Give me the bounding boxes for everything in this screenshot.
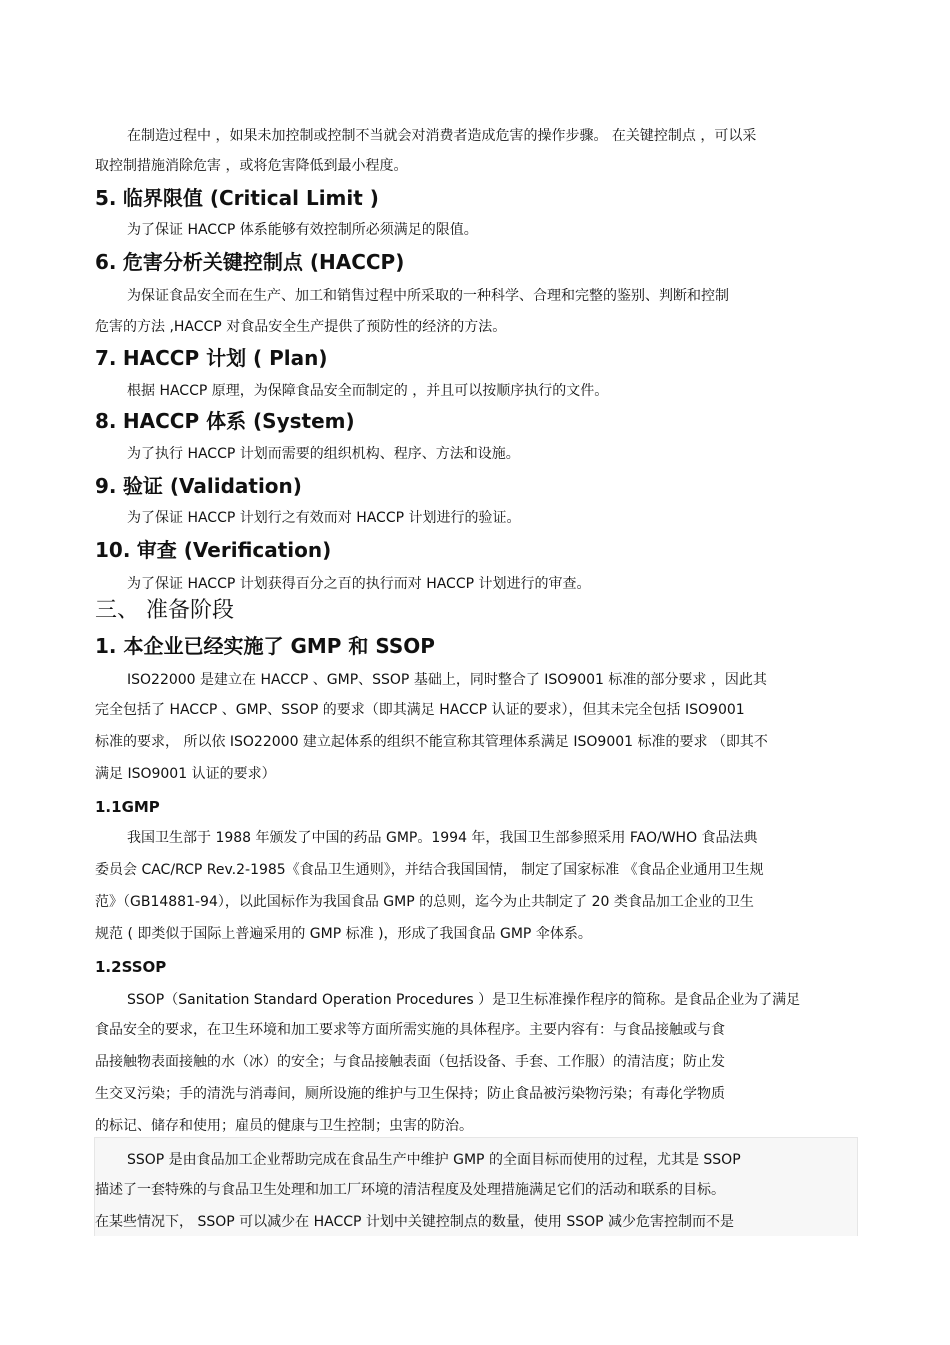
term-number: 8. xyxy=(95,409,117,433)
gmp-para-line-4: 规范 ( 即类似于国际上普遍采用的 GMP 标准 )，形成了我国食品 GMP 伞体系。 xyxy=(95,926,592,942)
ssop-block-line-2: 描述了一套特殊的与食品卫生处理和加工厂环境的清洁程度及处理措施满足它们的活动和联系的目标。 xyxy=(95,1182,725,1198)
term-title: 验证 (Validation) xyxy=(122,474,302,498)
term-desc-7: 根据 HACCP 原理，为保障食品安全而制定的 ，并且可以按顺序执行的文件。 xyxy=(127,383,609,399)
gmp-title: 1.1GMP xyxy=(95,798,160,816)
term-desc-6b: 危害的方法 ,HACCP 对食品安全生产提供了预防性的经济的方法。 xyxy=(95,319,507,335)
term-number: 10. xyxy=(95,538,131,562)
section-title: 三、 准备阶段 xyxy=(95,598,234,623)
term-title: HACCP 计划 ( Plan) xyxy=(122,346,328,370)
subsection-title-1: 1. 本企业已经实施了 GMP 和 SSOP xyxy=(95,634,435,658)
term-title: 临界限值 (Critical Limit ) xyxy=(122,186,379,210)
intro-line-1: 在制造过程中 ，如果未加控制或控制不当就会对消费者造成危害的操作步骤。 在关键控制点 ，可以采 xyxy=(127,128,757,144)
term-heading-5 xyxy=(95,185,379,211)
sub1-para-line-4: 满足 ISO9001 认证的要求） xyxy=(95,766,276,782)
ssop-para-line-4: 生交叉污染；手的清洗与消毒间，厕所设施的维护与卫生保持；防止食品被污染物污染；有毒化学物质 xyxy=(95,1086,725,1102)
ssop-block-line-1: SSOP 是由食品加工企业帮助完成在食品生产中维护 GMP 的全面目标而使用的过程，尤其是 SSOP xyxy=(127,1152,741,1168)
ssop-para-line-1: SSOP（Sanitation Standard Operation Procedures ）是卫生标准操作程序的简称。是食品企业为了满足 xyxy=(127,992,801,1008)
term-title: 危害分析关键控制点 (HACCP) xyxy=(122,250,405,274)
term-desc-9: 为了保证 HACCP 计划行之有效而对 HACCP 计划进行的验证。 xyxy=(127,510,521,526)
term-heading-8 xyxy=(95,408,355,434)
ssop-para-line-2: 食品安全的要求，在卫生环境和加工要求等方面所需实施的具体程序。主要内容有：与食品接触或与食 xyxy=(95,1022,725,1038)
term-heading-10 xyxy=(95,537,331,563)
term-number: 5. xyxy=(95,186,117,210)
term-title: HACCP 体系 (System) xyxy=(122,409,355,433)
intro-line-2: 取控制措施消除危害 ，或将危害降低到最小程度。 xyxy=(95,158,408,174)
ssop-block-line-3: 在某些情况下， SSOP 可以减少在 HACCP 计划中关键控制点的数量，使用 SSOP 减少危害控制而不是 xyxy=(95,1214,735,1230)
sub1-para-line-1: ISO22000 是建立在 HACCP 、GMP、SSOP 基础上，同时整合了 ISO9001 标准的部分要求 ，因此其 xyxy=(127,672,767,688)
term-desc-8: 为了执行 HACCP 计划而需要的组织机构、程序、方法和设施。 xyxy=(127,446,520,462)
term-heading-9 xyxy=(95,473,302,499)
ssop-para-line-3: 品接触物表面接触的水（冰）的安全；与食品接触表面（包括设备、手套、工作服）的清洁度；防止发 xyxy=(95,1054,725,1070)
term-desc-10: 为了保证 HACCP 计划获得百分之百的执行而对 HACCP 计划进行的审查。 xyxy=(127,576,591,592)
ssop-title: 1.2SSOP xyxy=(95,958,167,976)
sub1-para-line-3: 标准的要求， 所以依 ISO22000 建立起体系的组织不能宣称其管理体系满足 ISO9001 标准的要求 （即其不 xyxy=(95,734,768,750)
term-number: 6. xyxy=(95,250,117,274)
term-heading-7 xyxy=(95,345,328,371)
gmp-para-line-1: 我国卫生部于 1988 年颁发了中国的药品 GMP。1994 年，我国卫生部参照采用 FAO/WHO 食品法典 xyxy=(127,830,758,846)
term-desc-5: 为了保证 HACCP 体系能够有效控制所必须满足的限值。 xyxy=(127,222,478,238)
ssop-para-line-5: 的标记、储存和使用；雇员的健康与卫生控制；虫害的防治。 xyxy=(95,1118,473,1134)
term-heading-6 xyxy=(95,249,404,275)
term-title: 审查 (Verification) xyxy=(136,538,332,562)
gmp-para-line-3: 范》（GB14881-94），以此国标作为我国食品 GMP 的总则，迄今为止共制定了 20 类食品加工企业的卫生 xyxy=(95,894,754,910)
term-desc-6a: 为保证食品安全而在生产、加工和销售过程中所采取的一种科学、合理和完整的鉴别、判断和控制 xyxy=(127,288,729,304)
term-number: 9. xyxy=(95,474,117,498)
sub1-para-line-2: 完全包括了 HACCP 、GMP、SSOP 的要求（即其满足 HACCP 认证的要求），但其未完全包括 ISO9001 xyxy=(95,702,745,718)
term-number: 7. xyxy=(95,346,117,370)
gmp-para-line-2: 委员会 CAC/RCP Rev.2-1985《食品卫生通则》，并结合我国国情， 制定了国家标准 《食品企业通用卫生规 xyxy=(95,862,764,878)
